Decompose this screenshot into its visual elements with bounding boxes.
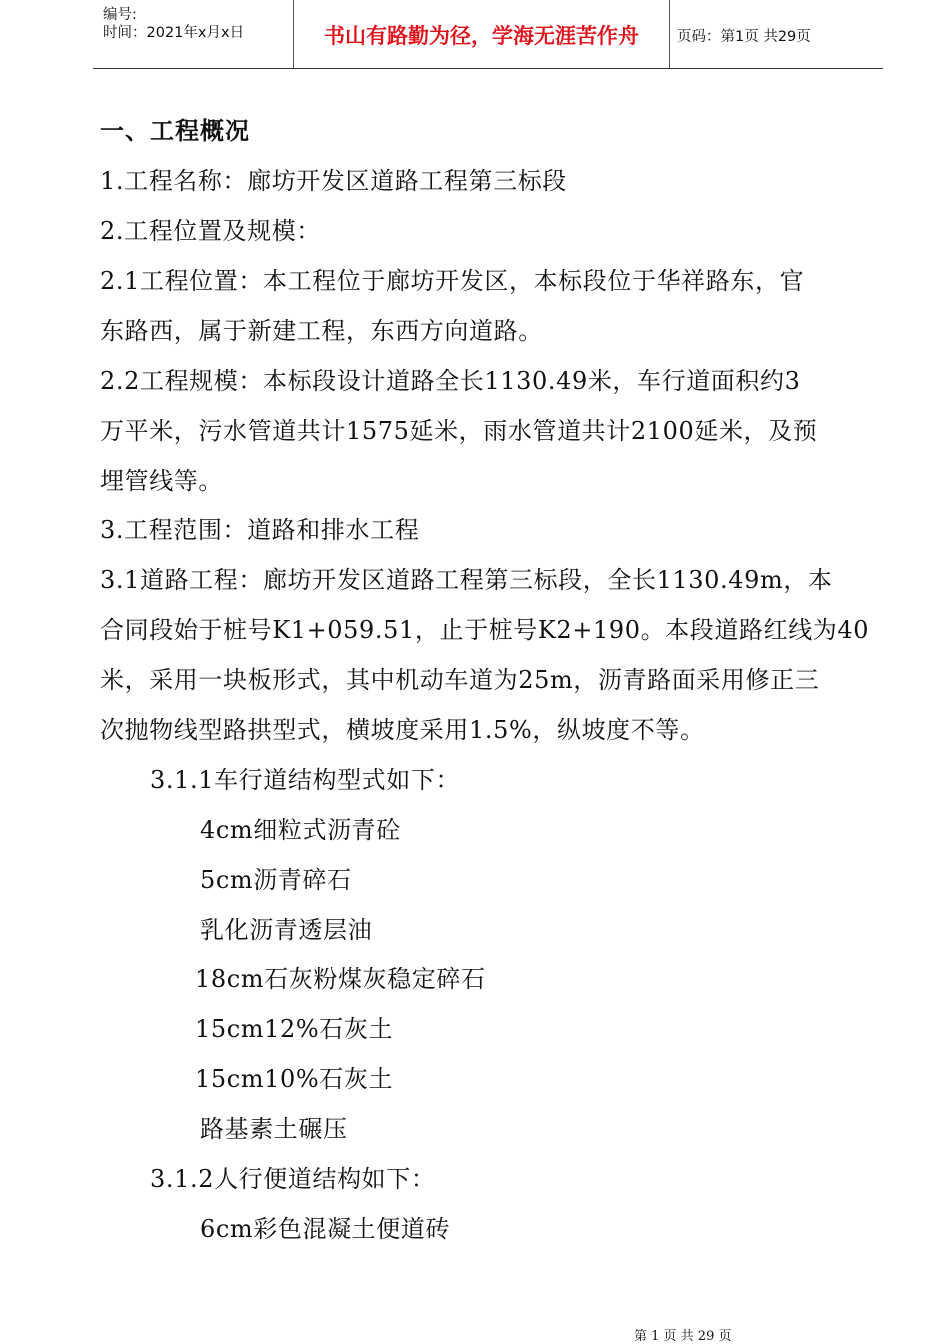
structure-layer: 18cm石灰粉煤灰稳定碎石 xyxy=(195,965,486,993)
header-motto-cell xyxy=(293,0,670,68)
subsection-title: 3.1.2人行便道结构如下： xyxy=(150,1165,436,1193)
paragraph-line: 2.1工程位置：本工程位于廊坊开发区，本标段位于华祥路东，官 xyxy=(100,267,805,295)
paragraph-line: 米，采用一块板形式，其中机动车道为25m，沥青路面采用修正三 xyxy=(100,666,820,694)
page-header xyxy=(93,0,883,69)
subsection-title: 3.1.1车行道结构型式如下： xyxy=(150,766,461,794)
paragraph-line: 2.工程位置及规模： xyxy=(100,217,321,245)
header-left-cell xyxy=(93,0,293,68)
paragraph-line: 万平米，污水管道共计1575延米，雨水管道共计2100延米，及预 xyxy=(100,417,818,445)
time-label: 时间：2021年x月x日 xyxy=(103,25,245,41)
structure-layer: 5cm沥青碎石 xyxy=(200,866,352,894)
paragraph-line: 合同段始于桩号K1+059.51，止于桩号K2+190。本段道路红线为40 xyxy=(100,616,870,644)
paragraph-line: 2.2工程规模：本标段设计道路全长1130.49米，车行道面积约3 xyxy=(100,367,801,395)
paragraph-line: 次抛物线型路拱型式，横坡度采用1.5%，纵坡度不等。 xyxy=(100,716,705,744)
structure-layer: 6cm彩色混凝土便道砖 xyxy=(200,1215,451,1243)
structure-layer: 乳化沥青透层油 xyxy=(200,916,373,944)
paragraph-line: 埋管线等。 xyxy=(100,467,223,495)
header-right-cell xyxy=(669,0,883,68)
structure-layer: 4cm细粒式沥青砼 xyxy=(200,816,401,844)
paragraph-line: 东路西，属于新建工程，东西方向道路。 xyxy=(100,317,543,345)
page-info: 页码：第1页 共29页 xyxy=(677,29,811,45)
structure-layer: 15cm10%石灰土 xyxy=(195,1065,394,1093)
paragraph-line: 3.1道路工程：廊坊开发区道路工程第三标段，全长1130.49m，本 xyxy=(100,566,833,594)
structure-layer: 路基素土碾压 xyxy=(200,1115,348,1143)
paragraph-line: 1.工程名称：廊坊开发区道路工程第三标段 xyxy=(100,167,567,195)
paragraph-line: 3.工程范围：道路和排水工程 xyxy=(100,516,420,544)
section-heading: 一、工程概况 xyxy=(100,117,250,145)
motto-text: 书山有路勤为径，学海无涯苦作舟 xyxy=(324,24,639,48)
serial-label: 编号: xyxy=(103,7,137,23)
page-footer: 第 1 页 共 29 页 xyxy=(634,1329,732,1344)
structure-layer: 15cm12%石灰土 xyxy=(195,1015,394,1043)
